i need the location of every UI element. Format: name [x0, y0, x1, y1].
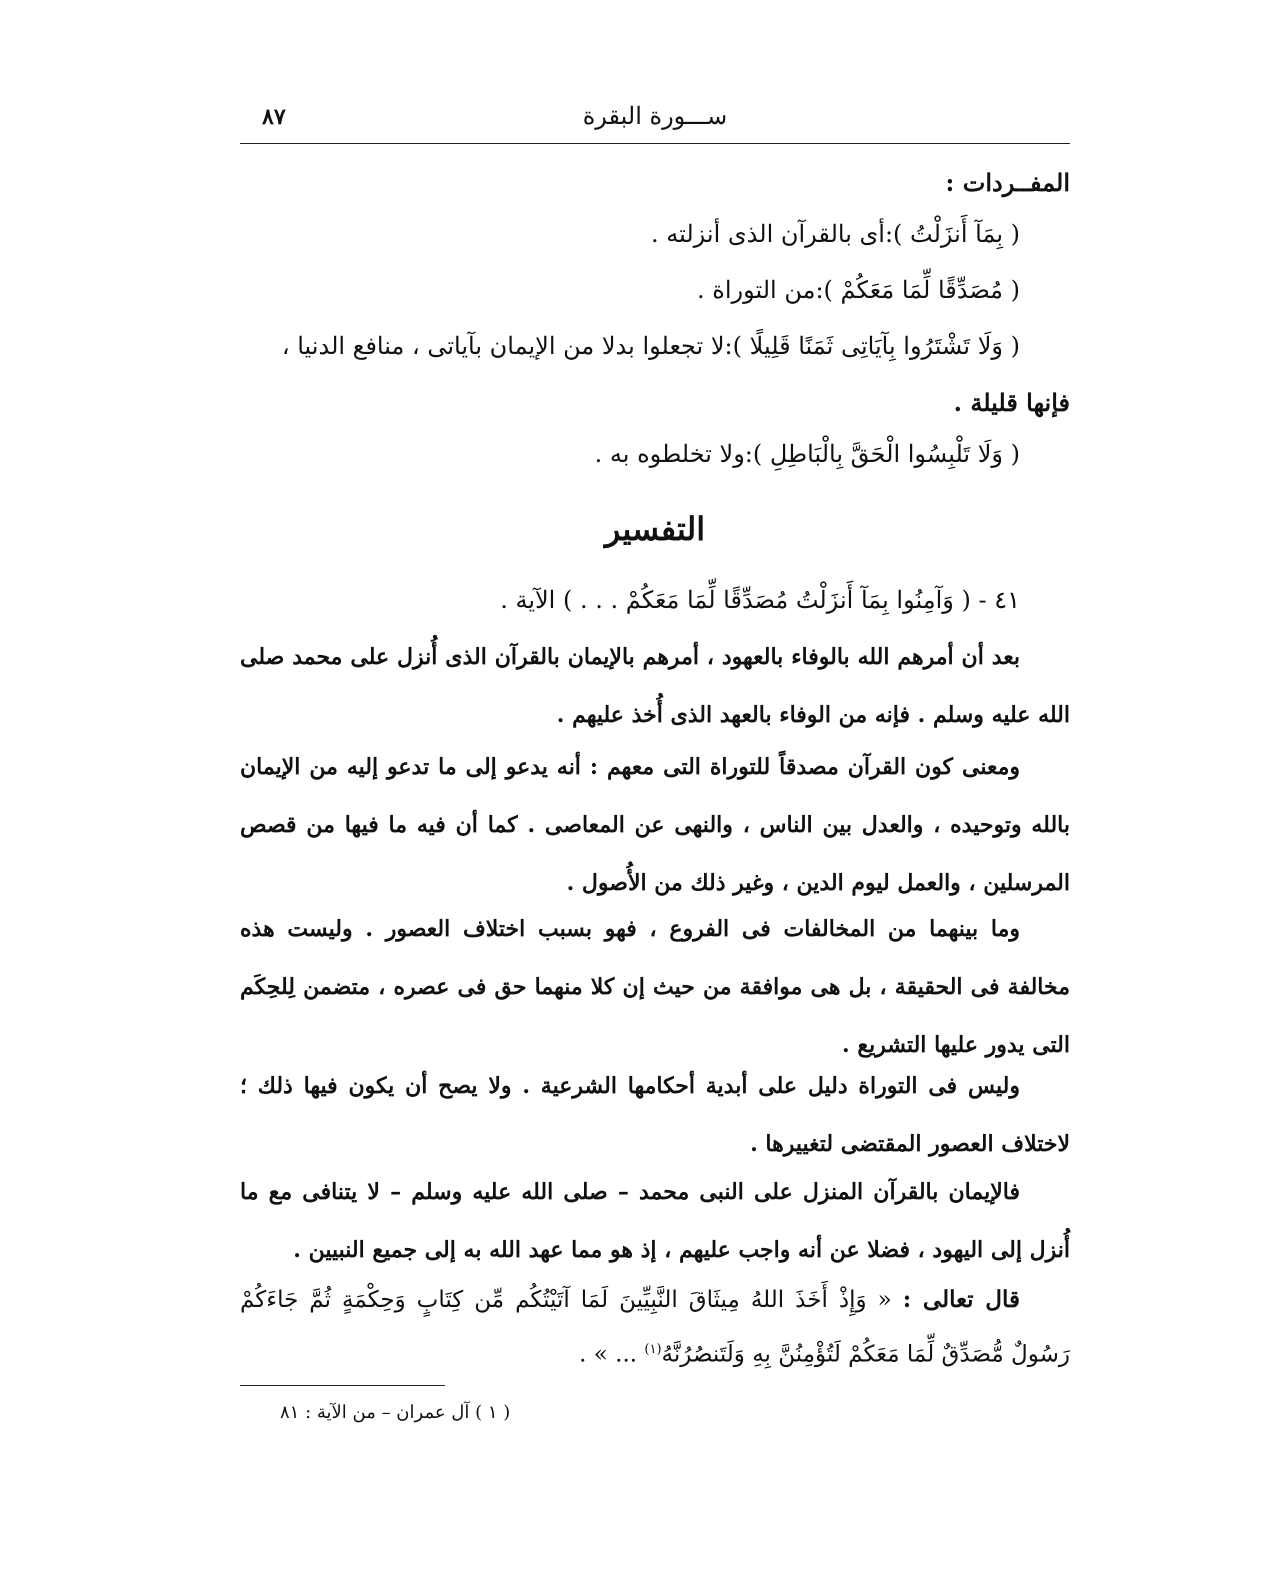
gloss-item — [595, 440, 1020, 469]
running-title: ســـورة البقرة — [582, 102, 728, 130]
tafsir-paragraph: ومعنى كون القرآن مصدقاً للتوراة التى معهم : أنه يدعو إلى ما تدعو إليه من الإيمان بالله وتوحيده ، والعدل بين الناس ، والنهى عن المعاصى . كما أن فيه ما فيها من قصص المرسلين ، والعمل ليوم الدين ، وغير ذلك من الأُصول . — [240, 754, 1070, 896]
verse-reference: ٤١ - ( وَآمِنُوا بِمَآ أَنزَلْتُ مُصَدِّقًا لِّمَا مَعَكُمْ . . . ) الآية . — [500, 586, 1020, 614]
footnote-rule — [240, 1385, 445, 1386]
book-page — [240, 0, 1070, 1571]
gloss-continuation: فإنها قليلة . — [953, 388, 1070, 417]
gloss-term: ( بِمَآ أَنزَلْتُ ): — [884, 220, 1020, 248]
gloss-item — [651, 220, 1020, 249]
quote-lead: قال تعالى : — [902, 1286, 1020, 1313]
tafsir-paragraph: فالإيمان بالقرآن المنزل على النبى محمد – صلى الله عليه وسلم – لا يتنافى مع ما أُنزل إلى اليهود ، فضلا عن أنه واجب عليهم ، إذ هو مما عهد الله به إلى جميع النبيين . — [240, 1179, 1070, 1263]
footnote: ( ١ ) آل عمران – من الآية : ٨١ — [280, 1402, 511, 1423]
page-header — [240, 100, 1070, 140]
quran-quote — [240, 1275, 1070, 1380]
quote-text: « وَإِذْ أَخَذَ اللهُ مِيثَاقَ النَّبِيِّينَ لَمَا آتَيْتُكُم مِّن كِتَابٍ وَحِكْمَةٍ ثُمَّ جَاءَكُمْ رَسُولٌ مُّصَدِّقٌ لِّمَا مَعَكُمْ لَتُؤْمِنُنَّ بِهِ وَلَتَنصُرُنَّهُ — [240, 1287, 1070, 1368]
gloss-meaning: لا تجعلوا بدلا من الإيمان بآياتى ، منافع الدنيا ، — [281, 332, 725, 360]
header-rule — [240, 143, 1070, 144]
tafsir-paragraph: بعد أن أمرهم الله بالوفاء بالعهود ، أمرهم بالإيمان بالقرآن الذى أُنزل على محمد صلى الله عليه وسلم . فإنه من الوفاء بالعهد الذى أُخذ عليهم . — [240, 644, 1070, 728]
tafsir-heading: التفسير — [604, 510, 706, 548]
gloss-term: ( وَلَا تَلْبِسُوا الْحَقَّ بِالْبَاطِلِ ): — [744, 440, 1020, 468]
vocabulary-heading: المفــردات : — [945, 168, 1070, 197]
footnote-mark: (١) — [644, 1342, 662, 1357]
page-number: ٨٧ — [262, 104, 286, 130]
tafsir-paragraph: وليس فى التوراة دليل على أبدية أحكامها الشرعية . ولا يصح أن يكون فيها ذلك ؛ لاختلاف العصور المقتضى لتغييرها . — [240, 1073, 1070, 1157]
gloss-term: ( مُصَدِّقًا لِّمَا مَعَكُمْ ): — [815, 276, 1020, 304]
gloss-meaning: أى بالقرآن الذى أنزلته . — [651, 220, 885, 248]
gloss-term: ( وَلَا تَشْتَرُوا بِآيَاتِى ثَمَنًا قَلِيلًا ): — [724, 332, 1020, 360]
gloss-item — [697, 276, 1020, 305]
quote-tail: ... » . — [579, 1341, 638, 1368]
tafsir-paragraph: وما بينهما من المخالفات فى الفروع ، فهو بسبب اختلاف العصور . وليست هذه مخالفة فى الحقيقة ، بل هى موافقة من حيث إن كلا منهما حق فى عصره ، متضمن لِلحِكَم التى يدور عليها التشريع . — [240, 916, 1070, 1058]
gloss-item — [282, 332, 1020, 361]
gloss-meaning: من التوراة . — [696, 276, 816, 304]
gloss-meaning: ولا تخلطوه به . — [594, 440, 745, 468]
